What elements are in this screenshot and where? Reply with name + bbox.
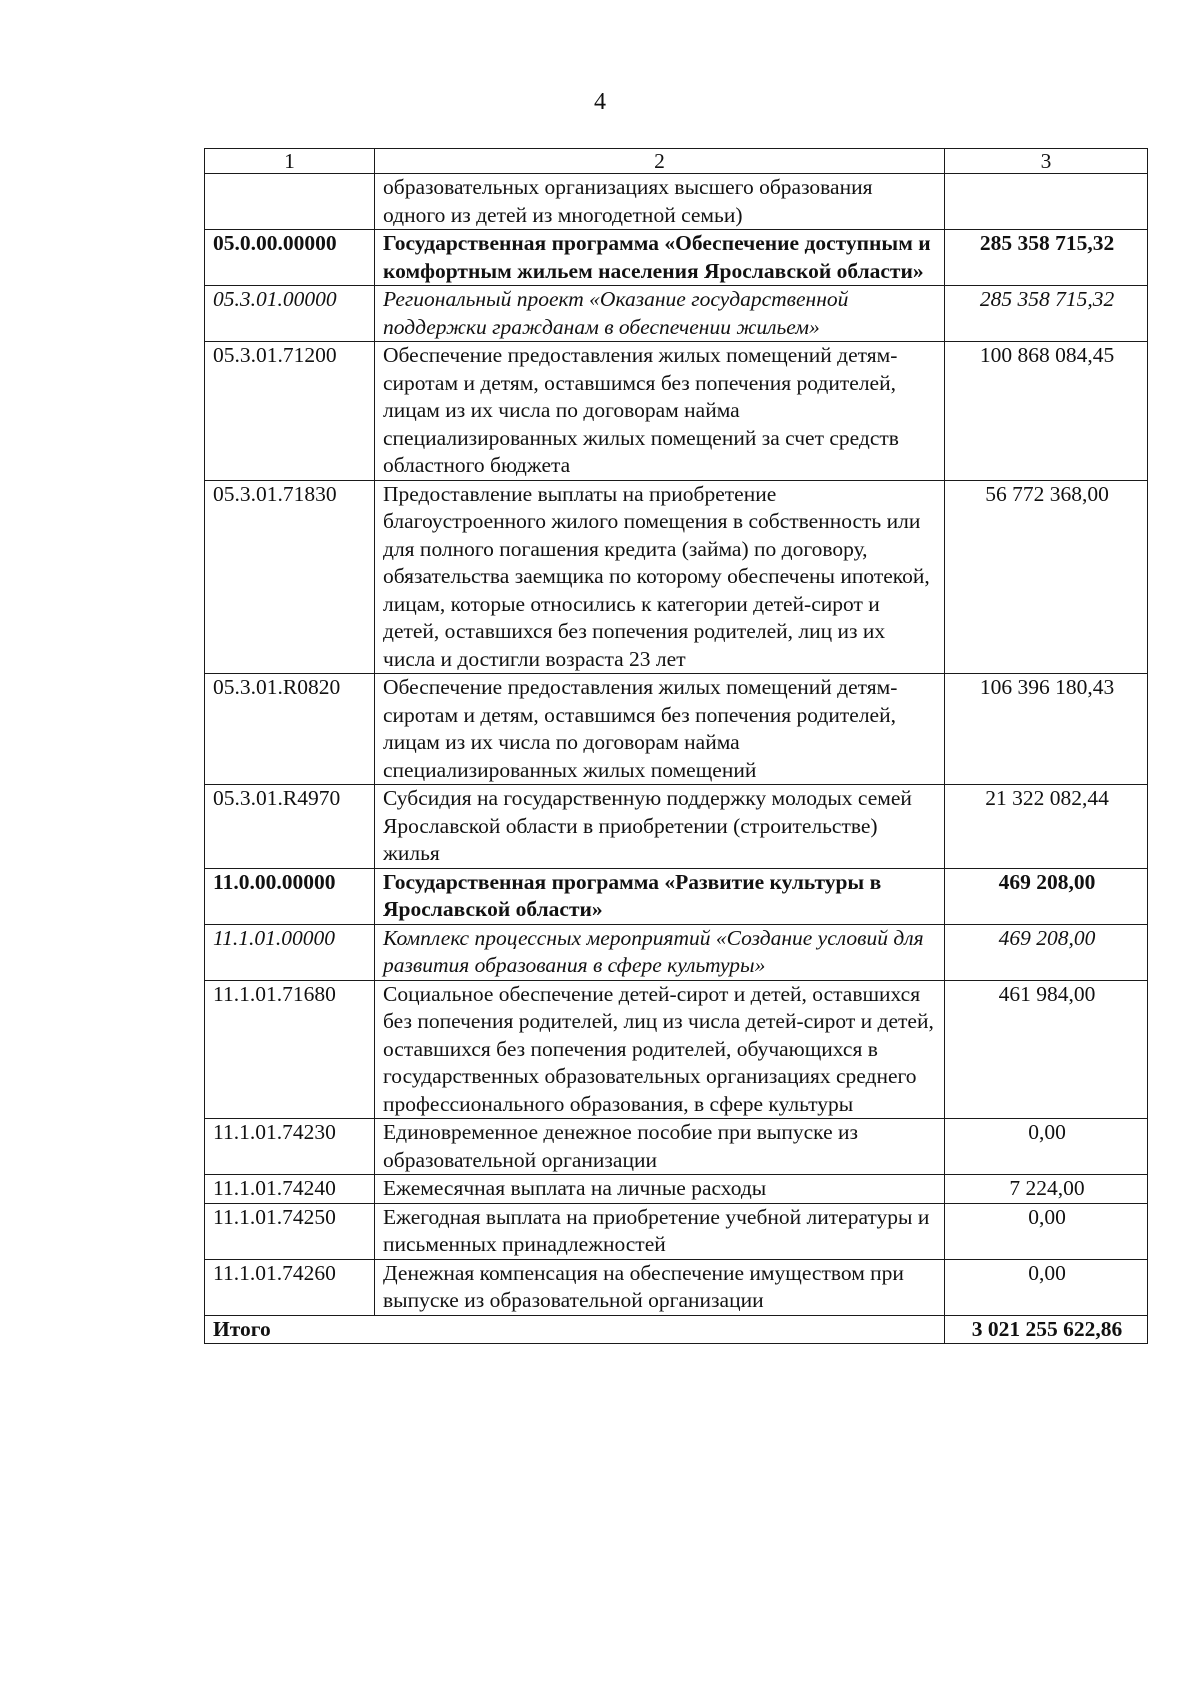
amount-cell: 0,00 [945, 1119, 1148, 1175]
budget-table [204, 148, 1148, 1344]
table-row [205, 174, 1148, 230]
amount-cell: 469 208,00 [945, 924, 1148, 980]
amount-cell: 56 772 368,00 [945, 480, 1148, 674]
amount-cell: 461 984,00 [945, 980, 1148, 1119]
budget-code-cell: 05.3.01.R0820 [205, 674, 375, 785]
table-row [205, 286, 1148, 342]
amount-cell: 106 396 180,43 [945, 674, 1148, 785]
column-header-1: 1 [205, 149, 375, 174]
table-header-row [205, 149, 1148, 174]
item-name-cell: Социальное обеспечение детей-сирот и детей, оставшихся без попечения родителей, лиц из числа детей-сирот и детей, оставшихся без попечения родителей, обучающихся в государственных образовательных организациях среднего профессионального образования, в сфере культуры [375, 980, 945, 1119]
table-row [205, 1119, 1148, 1175]
table-row [205, 868, 1148, 924]
table-row [205, 230, 1148, 286]
budget-code-cell: 05.3.01.71200 [205, 342, 375, 481]
item-name-cell: Региональный проект «Оказание государственной поддержки гражданам в обеспечении жильем» [375, 286, 945, 342]
amount-cell: 285 358 715,32 [945, 230, 1148, 286]
amount-cell: 469 208,00 [945, 868, 1148, 924]
budget-code-cell: 11.1.01.74260 [205, 1259, 375, 1315]
budget-code-cell: 11.1.01.71680 [205, 980, 375, 1119]
item-name-cell: Государственная программа «Развитие культуры в Ярославской области» [375, 868, 945, 924]
item-name-cell: Ежемесячная выплата на личные расходы [375, 1175, 945, 1204]
budget-code-cell: 11.1.01.00000 [205, 924, 375, 980]
item-name-cell: Единовременное денежное пособие при выпуске из образовательной организации [375, 1119, 945, 1175]
total-amount: 3 021 255 622,86 [945, 1315, 1148, 1344]
amount-cell [945, 174, 1148, 230]
table-row [205, 785, 1148, 869]
budget-code-cell: 05.3.01.R4970 [205, 785, 375, 869]
table-row [205, 980, 1148, 1119]
column-header-3: 3 [945, 149, 1148, 174]
amount-cell: 100 868 084,45 [945, 342, 1148, 481]
item-name-cell: Обеспечение предоставления жилых помещений детям-сиротам и детям, оставшимся без попечения родителей, лицам из их числа по договорам найма специализированных жилых помещений за счет средств областного бюджета [375, 342, 945, 481]
budget-code-cell: 11.1.01.74240 [205, 1175, 375, 1204]
amount-cell: 7 224,00 [945, 1175, 1148, 1204]
budget-code-cell: 05.0.00.00000 [205, 230, 375, 286]
table-row [205, 342, 1148, 481]
budget-code-cell: 11.1.01.74230 [205, 1119, 375, 1175]
item-name-cell: Субсидия на государственную поддержку молодых семей Ярославской области в приобретении (строительстве) жилья [375, 785, 945, 869]
item-name-cell: Государственная программа «Обеспечение доступным и комфортным жильем населения Ярославской области» [375, 230, 945, 286]
item-name-cell: Обеспечение предоставления жилых помещений детям-сиротам и детям, оставшимся без попечения родителей, лицам из их числа по договорам найма специализированных жилых помещений [375, 674, 945, 785]
budget-code-cell: 05.3.01.00000 [205, 286, 375, 342]
budget-code-cell: 05.3.01.71830 [205, 480, 375, 674]
table-row [205, 480, 1148, 674]
column-header-2: 2 [375, 149, 945, 174]
item-name-cell: Комплекс процессных мероприятий «Создание условий для развития образования в сфере культуры» [375, 924, 945, 980]
item-name-cell: Ежегодная выплата на приобретение учебной литературы и письменных принадлежностей [375, 1203, 945, 1259]
item-name-cell: Денежная компенсация на обеспечение имуществом при выпуске из образовательной организации [375, 1259, 945, 1315]
budget-code-cell: 11.0.00.00000 [205, 868, 375, 924]
amount-cell: 285 358 715,32 [945, 286, 1148, 342]
amount-cell: 21 322 082,44 [945, 785, 1148, 869]
budget-code-cell: 11.1.01.74250 [205, 1203, 375, 1259]
item-name-cell: Предоставление выплаты на приобретение благоустроенного жилого помещения в собственность или для полного погашения кредита (займа) по договору, обязательства заемщика по которому обеспечены ипотекой, лицам, которые относились к категории детей-сирот и детей, оставшихся без попечения родителей, лиц из их числа и достигли возраста 23 лет [375, 480, 945, 674]
table-row [205, 1175, 1148, 1204]
table-body [205, 174, 1148, 1316]
budget-code-cell [205, 174, 375, 230]
amount-cell: 0,00 [945, 1203, 1148, 1259]
total-row [205, 1315, 1148, 1344]
total-label: Итого [205, 1315, 945, 1344]
page-number: 4 [594, 89, 606, 115]
table-row [205, 674, 1148, 785]
table-row [205, 924, 1148, 980]
table-row [205, 1203, 1148, 1259]
amount-cell: 0,00 [945, 1259, 1148, 1315]
item-name-cell: образовательных организациях высшего образования одного из детей из многодетной семьи) [375, 174, 945, 230]
table-row [205, 1259, 1148, 1315]
